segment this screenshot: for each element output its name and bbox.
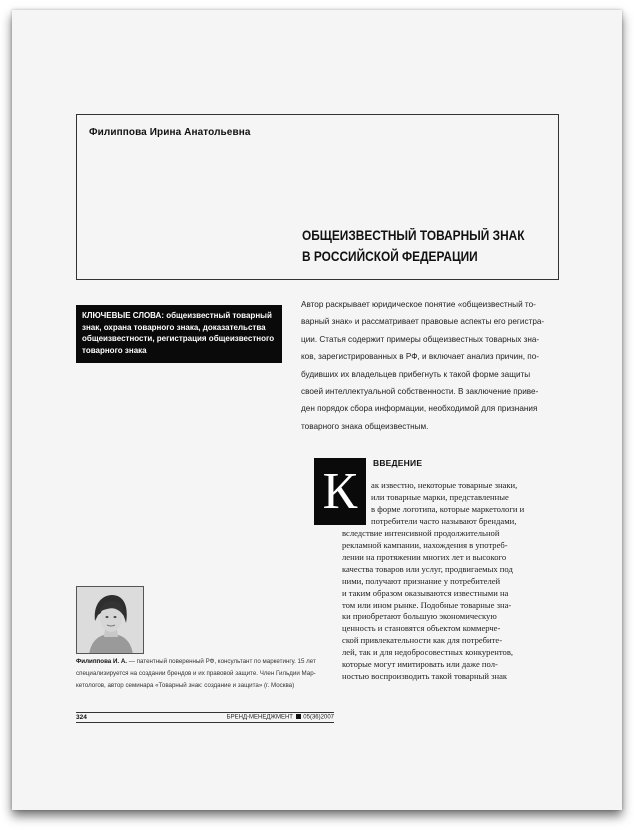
abstract-line: варный знак» и рассматривает правовые аспекты его регистра-	[301, 317, 545, 327]
bio-line: специализируется на создании брендов и их правовой защите. Член Гильдии Мар-	[76, 670, 316, 677]
body-line: лении на протяжении многих лет и высокого	[342, 551, 507, 562]
author-portrait-icon	[77, 587, 144, 654]
journal-info	[227, 714, 334, 721]
journal-issue: 05(36)2007	[303, 714, 334, 721]
drop-cap: К	[314, 458, 366, 525]
journal-name: БРЕНД-МЕНЕДЖМЕНТ	[226, 714, 293, 721]
abstract-line: ции. Статья содержит примеры общеизвестных товарных зна-	[301, 334, 540, 344]
body-line: или товарные марки, представленные	[371, 491, 509, 502]
author-name: Филиппова Ирина Анатольевна	[89, 127, 251, 138]
body-line: лей, так и для недобросовестных конкурентов,	[342, 647, 514, 658]
keywords-line: знак, охрана товарного знака, доказательства	[82, 322, 266, 332]
body-line: ак известно, некоторые товарные знаки,	[371, 480, 518, 490]
bio-line	[76, 656, 338, 668]
article-title	[302, 225, 524, 267]
body-line: вследствие интенсивной продолжительной	[342, 527, 500, 538]
page-footer	[76, 712, 334, 723]
bio-text: — патентный поверенный РФ, консультант по маркетингу. 15 лет	[127, 658, 316, 665]
body-line: потребители часто называют брендами,	[371, 515, 517, 526]
body-line: том или ином рынке. Подобные товарные зна-	[342, 599, 512, 610]
author-bio	[76, 656, 338, 692]
keywords-line: товарного знака	[82, 345, 147, 355]
article-abstract	[301, 296, 563, 435]
body-line: которые могут имитировать или даже пол-	[342, 659, 498, 670]
abstract-line: ден порядок сбора информации, необходимой для признания	[301, 404, 538, 414]
square-bullet-icon	[296, 714, 301, 719]
article-title-line: В РОССИЙСКОЙ ФЕДЕРАЦИИ	[302, 249, 478, 264]
article-header-box	[76, 114, 559, 280]
body-line: качества товаров или услуг, продвигаемых под	[342, 563, 513, 574]
abstract-line: своей интеллектуальной собственности. В заключение приве-	[301, 387, 539, 397]
bio-author-name: Филиппова И. А.	[76, 658, 128, 665]
body-line: ними, получают признание у потребителей	[342, 575, 501, 586]
page-number: 324	[76, 714, 87, 721]
keywords-line: общеизвестности, регистрация общеизвестного	[82, 334, 275, 343]
body-line: ценность и становятся объектом коммерче-	[342, 623, 501, 634]
body-line: ки приобретают большую экономическую	[342, 611, 497, 622]
article-body	[314, 480, 576, 683]
section-heading: ВВЕДЕНИЕ	[373, 458, 423, 468]
author-photo	[76, 586, 144, 654]
keywords-line: КЛЮЧЕВЫЕ СЛОВА: общеизвестный товарный	[82, 311, 272, 320]
body-line: ской привлекательности как для потребите-	[342, 635, 503, 646]
body-line: рекламной кампании, нахождения в употреб-	[342, 539, 508, 550]
body-line: ностью воспроизводить такой товарный знак	[342, 671, 508, 682]
article-title-line: ОБЩЕИЗВЕСТНЫЙ ТОВАРНЫЙ ЗНАК	[302, 228, 525, 243]
body-line: в форме логотипа, которые маркетологи и	[371, 503, 525, 514]
bio-line: кетологов, автор семинара «Товарный знак: создание и защита» (г. Москва)	[76, 682, 295, 689]
abstract-line: будивших их владельцев прибегнуть к такой форме защиты	[301, 369, 531, 379]
body-line: и таким образом оказываются известными на	[342, 587, 509, 598]
keywords-box	[76, 305, 282, 363]
abstract-line: Автор раскрывает юридическое понятие «общеизвестный то-	[301, 300, 536, 309]
journal-page	[12, 10, 622, 810]
abstract-line: ков, зарегистрированных в РФ, и включает анализ причин, по-	[301, 352, 539, 362]
abstract-line: товарного знака общеизвестным.	[301, 421, 429, 431]
